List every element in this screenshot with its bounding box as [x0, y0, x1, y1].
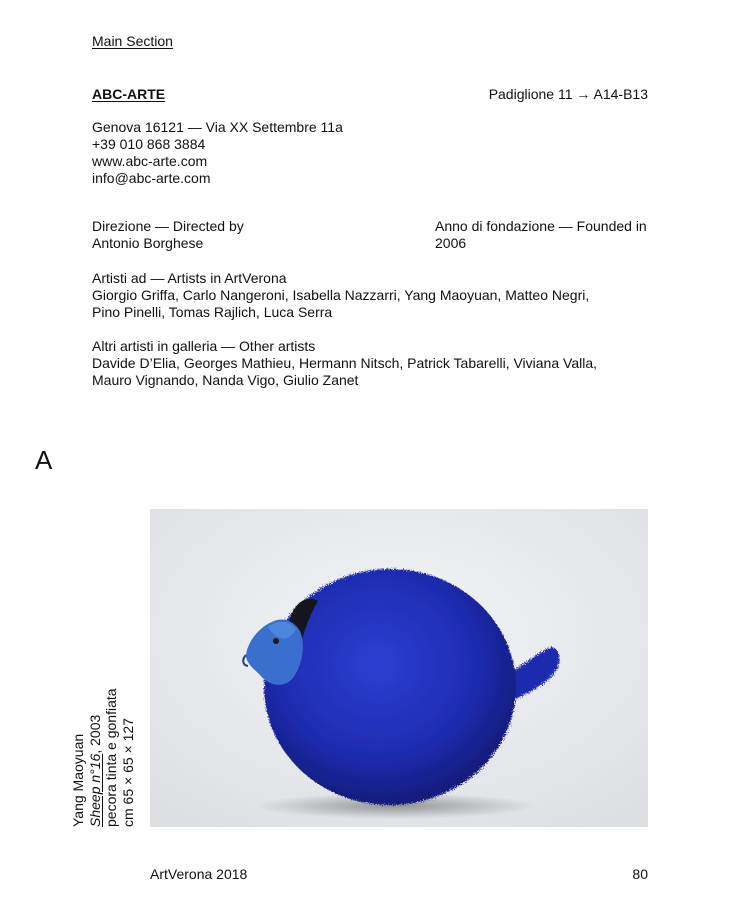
- artwork-photo: [150, 509, 648, 827]
- website: www.abc-arte.com: [92, 153, 208, 169]
- other-artists-block: [92, 338, 597, 389]
- other-artists-label: Altri artisti in galleria — Other artists: [92, 338, 316, 354]
- artists-line-2: Pino Pinelli, Tomas Rajlich, Luca Serra: [92, 304, 333, 320]
- gallery-name: ABC-ARTE: [92, 86, 166, 102]
- footer-publication: ArtVerona 2018: [150, 866, 248, 882]
- caption-dimensions: cm 65 × 65 × 127: [119, 718, 136, 827]
- phone: +39 010 868 3884: [92, 136, 206, 152]
- artists-block: [92, 270, 589, 321]
- artwork-caption: [70, 507, 136, 827]
- caption-title-line: [87, 507, 104, 827]
- founded-year: 2006: [435, 235, 467, 251]
- other-artists-line-2: Mauro Vignando, Nanda Vigo, Giulio Zanet: [92, 372, 359, 388]
- booth-location: Padiglione 11 → A14-B13: [488, 86, 648, 102]
- founded-block: [435, 218, 647, 252]
- address: Genova 16121 — Via XX Settembre 11a: [92, 119, 343, 135]
- page-number: 80: [632, 866, 648, 882]
- direction-name: Antonio Borghese: [92, 235, 204, 251]
- section-label: Main Section: [92, 33, 173, 49]
- caption-material: pecora tinta e gonfiata: [103, 688, 119, 827]
- direction-label: Direzione — Directed by: [92, 218, 244, 234]
- artists-line-1: Giorgio Griffa, Carlo Nangeroni, Isabella Nazzarri, Yang Maoyuan, Matteo Negri,: [92, 287, 590, 303]
- caption-year: , 2003: [86, 714, 103, 754]
- index-letter: A: [35, 445, 53, 475]
- contact-block: [92, 119, 343, 187]
- direction-block: [92, 218, 244, 252]
- caption-title: Sheep n°16: [86, 753, 103, 827]
- sheep-image: [150, 509, 648, 827]
- other-artists-line-1: Davide D’Elia, Georges Mathieu, Hermann Nitsch, Patrick Tabarelli, Viviana Valla,: [92, 355, 598, 371]
- founded-label: Anno di fondazione — Founded in: [435, 218, 647, 234]
- caption-artist: Yang Maoyuan: [70, 733, 86, 827]
- artists-label: Artisti ad — Artists in ArtVerona: [92, 270, 287, 286]
- email: info@abc-arte.com: [92, 170, 211, 186]
